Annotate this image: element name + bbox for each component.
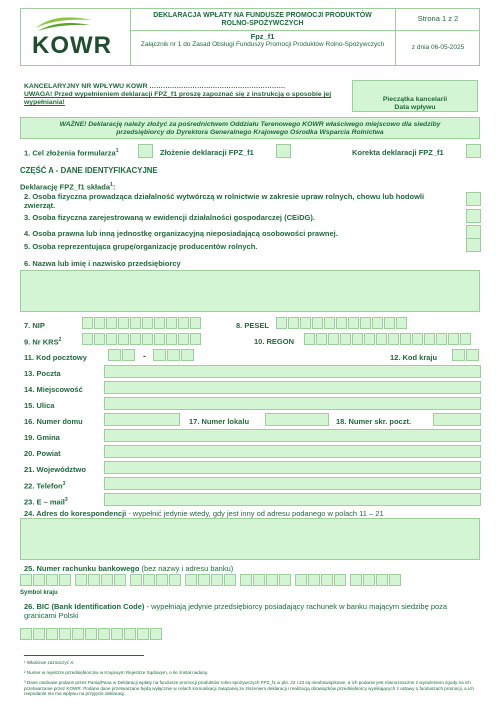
- bic-char-cell[interactable]: [85, 628, 97, 640]
- bank-label-text: 25. Numer rachunku bankowego: [24, 564, 140, 573]
- name-field[interactable]: [20, 270, 480, 312]
- country-char-cell[interactable]: [466, 349, 479, 361]
- header-divider-mid: [130, 30, 480, 31]
- krs-char-cell[interactable]: [142, 333, 153, 345]
- gmina-field[interactable]: [104, 429, 481, 442]
- country-code-label: 12. Kod kraju: [390, 353, 438, 362]
- footnote-2: ² Numer w rejestrze przedsiębiorców w Krajowym Rejestrze Sądowym, o ile został nadany.: [24, 670, 209, 675]
- post-office-label: 13. Poczta: [24, 369, 61, 378]
- bic-label-text: 26. BIC (Bank Identification Code): [24, 602, 145, 611]
- footnote-divider: [24, 655, 144, 656]
- bic-char-cell[interactable]: [137, 628, 149, 640]
- country-char-cell[interactable]: [452, 349, 465, 361]
- bic-char-cell[interactable]: [46, 628, 58, 640]
- regon-char-cell[interactable]: [364, 333, 375, 345]
- bank-char-cell[interactable]: [279, 574, 291, 586]
- krs-char-cell[interactable]: [166, 333, 177, 345]
- purpose-checkbox-submit[interactable]: [276, 144, 291, 158]
- bic-char-cell[interactable]: [72, 628, 84, 640]
- regon-char-cell[interactable]: [376, 333, 387, 345]
- nip-char-cell[interactable]: [118, 317, 129, 329]
- bank-char-cell[interactable]: [20, 574, 32, 586]
- form-subtitle: Załącznik nr 1 do Zasad Obsługi Funduszy Promocji Produktów Rolno-Spożywczych: [140, 41, 385, 48]
- logo-text: KOWR: [32, 32, 112, 59]
- krs-char-cell[interactable]: [94, 333, 105, 345]
- pesel-char-cell[interactable]: [324, 317, 335, 329]
- purpose-sup: 1: [115, 148, 119, 154]
- bank-char-cell[interactable]: [350, 574, 362, 586]
- regon-char-cell[interactable]: [448, 333, 459, 345]
- city-field[interactable]: [104, 381, 481, 394]
- city-label: 14. Miejscowość: [24, 385, 83, 394]
- submitter-option-legal: 4. Osoba prawna lub inną jednostkę organizacyjną nieposiadającą osobowości prawnej.: [24, 229, 338, 238]
- nip-char-cell[interactable]: [178, 317, 189, 329]
- postal-char-cell[interactable]: [153, 349, 166, 361]
- powiat-field[interactable]: [104, 445, 481, 458]
- regon-char-cell[interactable]: [388, 333, 399, 345]
- krs-char-cell[interactable]: [190, 333, 201, 345]
- postal-label: 11. Kod pocztowy: [24, 353, 87, 362]
- bank-char-cell[interactable]: [266, 574, 278, 586]
- important-notice: [20, 117, 480, 139]
- purpose-label: [24, 148, 118, 158]
- nip-char-cell[interactable]: [142, 317, 153, 329]
- pesel-char-cell[interactable]: [288, 317, 299, 329]
- krs-char-cell[interactable]: [178, 333, 189, 345]
- submitter-checkbox-farmer[interactable]: [466, 192, 481, 206]
- nip-char-cell[interactable]: [154, 317, 165, 329]
- bank-char-cell[interactable]: [363, 574, 375, 586]
- bic-char-cell[interactable]: [33, 628, 45, 640]
- purpose-label-text: 1. Cel złożenia formularza: [24, 148, 116, 158]
- purpose-checkbox-correct[interactable]: [466, 144, 481, 158]
- bank-char-cell[interactable]: [308, 574, 320, 586]
- bank-char-cell[interactable]: [211, 574, 223, 586]
- header-divider-left: [130, 8, 131, 66]
- bank-char-cell[interactable]: [253, 574, 265, 586]
- bank-char-cell[interactable]: [198, 574, 210, 586]
- nip-char-cell[interactable]: [106, 317, 117, 329]
- krs-char-cell[interactable]: [118, 333, 129, 345]
- pesel-char-cell[interactable]: [312, 317, 323, 329]
- regon-char-cell[interactable]: [328, 333, 339, 345]
- bank-char-cell[interactable]: [224, 574, 236, 586]
- krs-char-cell[interactable]: [82, 333, 93, 345]
- stamp-date-label: Data wpływu: [394, 104, 436, 111]
- postal-char-cell[interactable]: [181, 349, 194, 361]
- pesel-char-cell[interactable]: [396, 317, 407, 329]
- krs-label: [24, 337, 61, 347]
- submitter-option-ceidg: 3. Osoba fizyczna zarejestrowaną w ewidencji działalności gospodarczej (CEiDG).: [24, 213, 315, 222]
- bank-char-cell[interactable]: [169, 574, 181, 586]
- pobox-field[interactable]: [433, 413, 481, 426]
- pobox-label: 18. Numer skr. poczt.: [336, 417, 412, 426]
- purpose-checkbox-a[interactable]: [138, 144, 153, 158]
- name-label: 6. Nazwa lub imię i nazwisko przedsiębiorcy: [24, 259, 181, 268]
- phone-field[interactable]: [104, 477, 481, 490]
- kowr-logo: [28, 14, 120, 60]
- bank-char-cell[interactable]: [376, 574, 388, 586]
- krs-label-text: 9. Nr KRS: [24, 337, 59, 347]
- email-label: [24, 497, 68, 507]
- bank-char-cell[interactable]: [33, 574, 45, 586]
- flat-field[interactable]: [265, 413, 329, 426]
- bank-char-cell[interactable]: [75, 574, 87, 586]
- phone-label-text: 22. Telefon: [24, 481, 63, 491]
- form-code: Fpz_f1: [250, 32, 275, 41]
- regon-char-cell[interactable]: [400, 333, 411, 345]
- voivodeship-field[interactable]: [104, 461, 481, 474]
- nip-char-cell[interactable]: [94, 317, 105, 329]
- form-date: z dnia 06-05-2025: [411, 44, 465, 51]
- bank-char-cell[interactable]: [88, 574, 100, 586]
- street-label: 15. Ulica: [24, 401, 55, 410]
- nip-char-cell[interactable]: [166, 317, 177, 329]
- post-office-field[interactable]: [104, 365, 481, 378]
- bank-char-cell[interactable]: [46, 574, 58, 586]
- phone-label: [24, 481, 65, 491]
- krs-char-cell[interactable]: [106, 333, 117, 345]
- house-field[interactable]: [104, 413, 180, 426]
- stamp-label: Pieczątka kancelarii: [382, 96, 448, 103]
- corr-label: [24, 509, 384, 518]
- bic-char-cell[interactable]: [59, 628, 71, 640]
- regon-char-cell[interactable]: [424, 333, 435, 345]
- form-title: DEKLARACJA WPŁATY NA FUNDUSZE PROMOCJI PRODUKTÓW ROLNO-SPOŻYWCZYCH: [153, 12, 372, 27]
- regon-char-cell[interactable]: [340, 333, 351, 345]
- regon-char-cell[interactable]: [304, 333, 315, 345]
- submitter-checkbox-ceidg[interactable]: [466, 209, 481, 223]
- corr-field[interactable]: [20, 518, 480, 560]
- pesel-label: 8. PESEL: [236, 321, 269, 330]
- nip-char-cell[interactable]: [130, 317, 141, 329]
- pesel-char-cell[interactable]: [372, 317, 383, 329]
- flat-label: 17. Numer lokalu: [189, 417, 250, 426]
- krs-char-cell[interactable]: [154, 333, 165, 345]
- bank-char-cell[interactable]: [185, 574, 197, 586]
- postal-dash: -: [143, 351, 146, 361]
- pesel-char-cell[interactable]: [336, 317, 347, 329]
- email-sup: 3: [64, 497, 68, 503]
- submitter-checkbox-group[interactable]: [466, 238, 481, 252]
- phone-sup: 3: [62, 481, 66, 487]
- bank-char-cell[interactable]: [156, 574, 168, 586]
- bic-char-cell[interactable]: [98, 628, 110, 640]
- bank-char-cell[interactable]: [143, 574, 155, 586]
- bank-char-cell[interactable]: [321, 574, 333, 586]
- email-field[interactable]: [104, 493, 481, 506]
- section-a-heading: CZĘŚĆ A - DANE IDENTYFIKACYJNE: [20, 166, 158, 175]
- purpose-option-submit: Złożenie deklaracji FPZ_f1: [160, 148, 254, 157]
- regon-label: 10. REGON: [254, 337, 295, 346]
- bank-char-cell[interactable]: [114, 574, 126, 586]
- bank-char-cell[interactable]: [295, 574, 307, 586]
- postal-char-cell[interactable]: [108, 349, 121, 361]
- bic-char-cell[interactable]: [124, 628, 136, 640]
- submitter-label: Deklarację FPZ_f1 składa$^1$:: [20, 182, 116, 192]
- pesel-char-cell[interactable]: [348, 317, 359, 329]
- bic-char-cell[interactable]: [111, 628, 123, 640]
- bank-char-cell[interactable]: [130, 574, 142, 586]
- submitter-checkbox-legal[interactable]: [466, 225, 481, 239]
- submitter-sup: 1: [110, 182, 113, 188]
- bank-char-cell[interactable]: [334, 574, 346, 586]
- corr-label-text: 24. Adres do korespondencji: [24, 509, 127, 518]
- bank-char-cell[interactable]: [389, 574, 401, 586]
- pesel-char-cell[interactable]: [360, 317, 371, 329]
- voivodeship-label: 21. Województwo: [24, 465, 86, 474]
- bic-label: [24, 602, 479, 620]
- regon-char-cell[interactable]: [412, 333, 423, 345]
- bank-label: [24, 564, 233, 573]
- gmina-label: 19. Gmina: [24, 433, 60, 442]
- krs-sup: 2: [58, 337, 62, 343]
- submitter-label-text: Deklarację FPZ_f1 składa: [20, 182, 111, 192]
- regon-char-cell[interactable]: [352, 333, 363, 345]
- warning-text: UWAGA! Przed wypełnieniem deklaracji FPZ_f1 proszę zapoznać się z instrukcją o sposobie jej wypełniania!: [24, 91, 332, 106]
- kancelaryjny-line: KANCELARYJNY NR WPŁYWU KOWR ……………………………………………………: [24, 83, 286, 90]
- bic-note: - wypełniają jedynie przedsiębiorcy posiadający rachunek w banku mającym siedzibę poza granicami Polski: [24, 602, 448, 620]
- notice-text: WAŻNE! Deklarację należy złożyć za pośrednictwem Oddziału Terenowego KOWR właściwego miejscowo dla siedziby przedsiębiorcy do Dyrektora Generalnego Krajowego Ośrodka Wsparcia Rolnictwa: [59, 121, 441, 136]
- regon-char-cell[interactable]: [316, 333, 327, 345]
- footnote-3: ³ Dane osobowe podane przez Panią/Pana w Deklaracji wpłaty na fundusze promocji produktów rolno-spożywczych FPZ_f1 w pkt. 22 i 23 są nieobowiązkowe, a ich podanie jest równoznaczne z wyrażeniem zgody na ich przetwarzanie przez KOWR. Podane dane przetwarzane będą wyłącznie w celach komunikacji związanej ze złożeniem deklaracji i realizacją obowiązków przedsiębiorcy wynikających z ustawy o funduszach promocji, a ich niepodanie nie ma wpływu na przyjęcie deklaracji.: [24, 680, 474, 696]
- bic-char-cell[interactable]: [20, 628, 32, 640]
- regon-char-cell[interactable]: [460, 333, 471, 345]
- pesel-char-cell[interactable]: [276, 317, 287, 329]
- postal-char-cell[interactable]: [122, 349, 135, 361]
- bank-char-cell[interactable]: [59, 574, 71, 586]
- submitter-option-farmer: 2. Osoba fizyczna prowadząca działalność wytwórczą w rolnictwie w zakresie upraw rolnych, chowu lub hodowli zwierząt.: [24, 192, 425, 210]
- bic-char-cell[interactable]: [150, 628, 162, 640]
- nip-char-cell[interactable]: [82, 317, 93, 329]
- krs-char-cell[interactable]: [130, 333, 141, 345]
- nip-label: 7. NIP: [24, 321, 45, 330]
- corr-note: - wypełnić jedynie wtedy, gdy jest inny od adresu podanego w polach 11 – 21: [128, 509, 384, 518]
- powiat-label: 20. Powiat: [24, 449, 61, 458]
- email-label-text: 23. E – mail: [24, 497, 65, 507]
- submitter-option-group: 5. Osoba reprezentująca grupę/organizację producentów rolnych.: [24, 242, 258, 251]
- pesel-char-cell[interactable]: [384, 317, 395, 329]
- street-field[interactable]: [104, 397, 481, 410]
- bank-note: (bez nazwy i adresu banku): [141, 564, 234, 573]
- bank-char-cell[interactable]: [101, 574, 113, 586]
- pesel-char-cell[interactable]: [300, 317, 311, 329]
- country-symbol-label: Symbol kraju: [20, 590, 58, 596]
- footnote-1: ¹ Właściwe zaznaczyć X.: [24, 660, 75, 665]
- regon-char-cell[interactable]: [436, 333, 447, 345]
- purpose-option-correct: Korekta deklaracji FPZ_f1: [352, 148, 444, 157]
- postal-char-cell[interactable]: [167, 349, 180, 361]
- page-number: Strona 1 z 2: [417, 14, 459, 23]
- bank-char-cell[interactable]: [240, 574, 252, 586]
- house-label: 16. Numer domu: [24, 417, 83, 426]
- nip-char-cell[interactable]: [190, 317, 201, 329]
